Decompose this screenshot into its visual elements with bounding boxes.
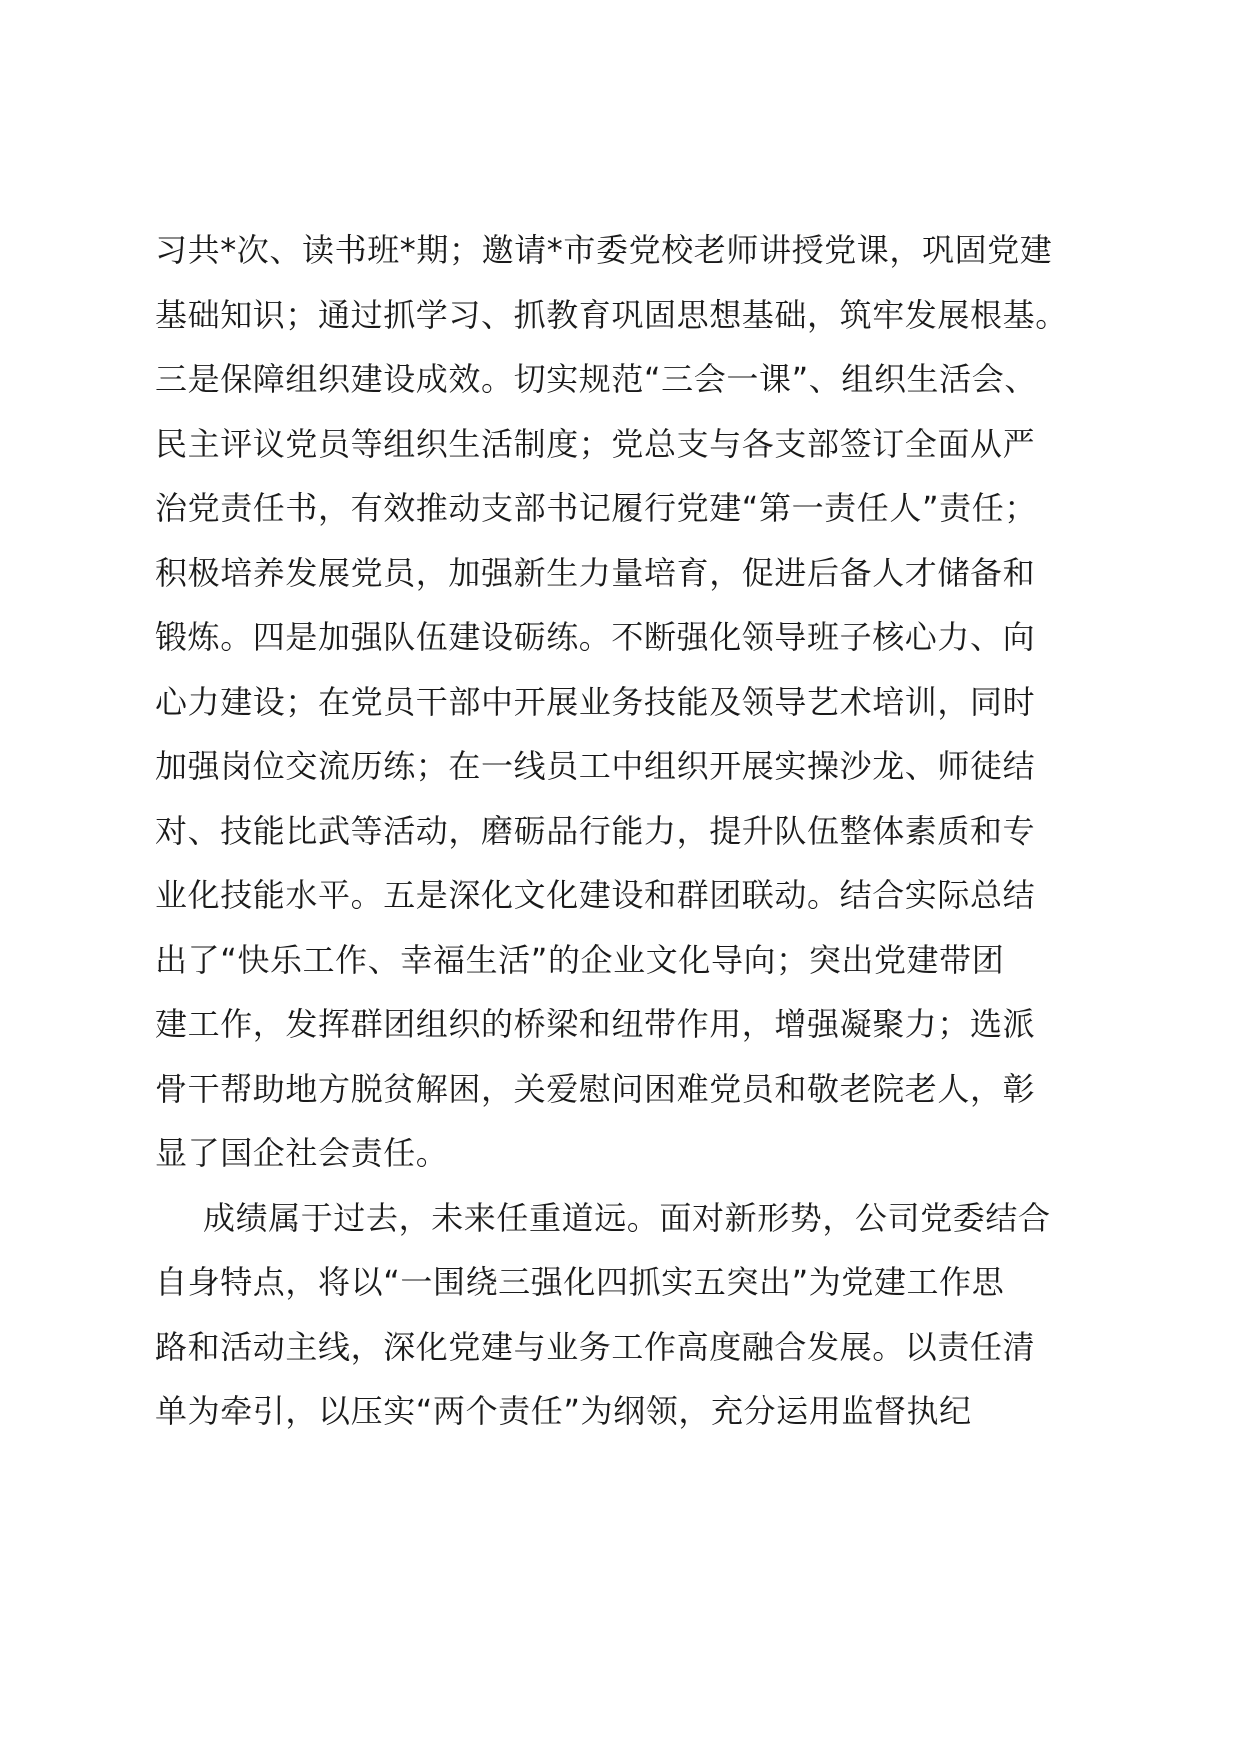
text-line: 建工作，发挥群团组织的桥梁和纽带作用，增强凝聚力；选派: [155, 1005, 1036, 1043]
paragraph-2: [155, 1186, 1095, 1444]
text-line: 治党责任书，有效推动支部书记履行党建“第一责任人”责任；: [155, 489, 1037, 527]
text-line: 加强岗位交流历练；在一线员工中组织开展实操沙龙、师徒结: [155, 747, 1036, 785]
text-line: 出了“快乐工作、幸福生活”的企业文化导向；突出党建带团: [155, 940, 1005, 979]
text-line: 对、技能比武等活动，磨砺品行能力，提升队伍整体素质和专: [155, 811, 1036, 850]
text-line: 心力建设；在党员干部中开展业务技能及领导艺术培训，同时: [155, 682, 1036, 721]
document-body: [155, 218, 1095, 1444]
text-line: 民主评议党员等组织生活制度；党总支与各支部签订全面从严: [155, 424, 1036, 463]
text-line: 显了国企社会责任。: [155, 1134, 449, 1172]
text-line: 习共*次、读书班*期；邀请*市委党校老师讲授党课，巩固党建: [155, 231, 1053, 269]
text-line: 自身特点，将以“一围绕三强化四抓实五突出”为党建工作思: [155, 1263, 1005, 1301]
text-line: 锻炼。四是加强队伍建设砺练。不断强化领导班子核心力、向: [155, 618, 1036, 656]
text-line: 积极培养发展党员，加强新生力量培育，促进后备人才储备和: [155, 553, 1036, 592]
text-line: 路和活动主线，深化党建与业务工作高度融合发展。以责任清: [155, 1327, 1036, 1366]
text-line: 基础知识；通过抓学习、抓教育巩固思想基础，筑牢发展根基。: [155, 295, 1068, 334]
text-line: 骨干帮助地方脱贫解困，关爱慰问困难党员和敬老院老人，彰: [155, 1069, 1036, 1108]
paragraph-1: [155, 218, 1095, 1186]
text-line: 成绩属于过去，未来任重道远。面对新形势，公司党委结合: [203, 1198, 1051, 1237]
text-line: 单为牵引，以压实“两个责任”为纲领，充分运用监督执纪: [155, 1392, 972, 1430]
text-line: 业化技能水平。五是深化文化建设和群团联动。结合实际总结: [155, 876, 1036, 914]
text-line: 三是保障组织建设成效。切实规范“三会一课”、组织生活会、: [155, 360, 1037, 398]
